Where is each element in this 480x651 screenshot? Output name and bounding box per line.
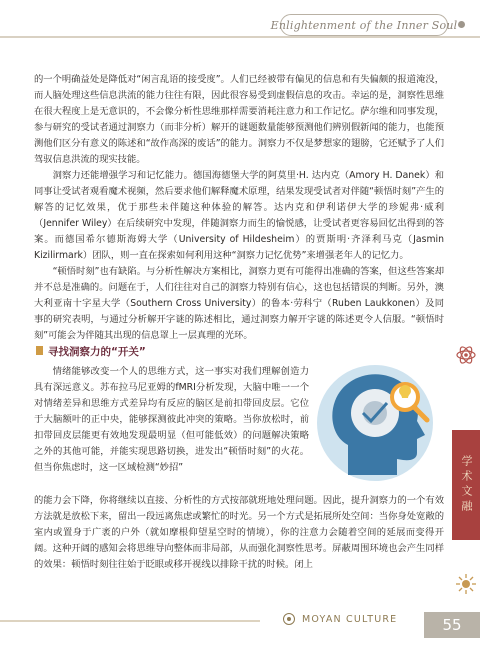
head-insight-illustration — [313, 357, 443, 485]
header-divider — [0, 36, 480, 38]
header-title: Enlightenment of the Inner Soul — [270, 18, 458, 32]
paragraph-1: 的一个明确益处是降低对“闲言乱语的接受度”。人们已经被带有偏见的信息和有失偏颇的报道淹没，而人脑处理这些信息洪流的能力往往有限，因此很容易受到虚假信息的攻击。幸运的是，洞察性思维在很大程度上是无意识的，不会像分析性思维那样需要消耗注意力和工作记忆。萨尔维和同事发现，参与研究的受试者通过洞察力（而非分析）解开的谜题数量能够预测他们辨别假新闻的能力，也能预测他们区分有意义的陈述和“故作高深的废话”的能力。洞察力不仅是梦想家的翅膀，它还赋予了人们驾驭信息洪流的现实技能。 — [34, 74, 444, 165]
footer-brand-text: MOYAN CULTURE — [302, 613, 398, 625]
footer-brand — [282, 612, 397, 626]
sun-icon — [455, 573, 477, 595]
footer-divider — [0, 620, 260, 622]
article-body — [34, 72, 444, 344]
paragraph-3: “顿悟时刻”也有缺陷。与分析性解决方案相比，洞察力更有可能得出准确的答案，但这些答案却并不总是准确的。问题在于，人们往往对自己的洞察力特别有信心，这也包括错误的判断。另外，澳大利亚南十字星大学（Southern Cross University）的鲁本·劳科宁（Ruben Laukkonen）及同事的研究表明，与通过分析解开字谜的陈述相比，通过洞察力解开字谜的陈述更令人信服。“顿悟时刻”可能会为伴随其出现的信息罩上一层真理的光环。 — [34, 266, 444, 341]
brand-logo-icon — [282, 612, 296, 626]
page-number-box — [424, 612, 480, 638]
header-dot-icon — [458, 21, 465, 28]
paragraph-2: 洞察力还能增强学习和记忆能力。德国海德堡大学的阿莫里·H. 达内克（Amory H. Danek）和同事让受试者观看魔术视频，然后要求他们解释魔术原理，结果发现受试者对伴随“顿悟时刻”产生的解答的记忆效果，优于那些未伴随这种体验的解答。达内克和伊利诺伊大学的珍妮弗·威利（Jennifer Wiley）在后续研究中发现，伴随洞察力而生的愉悦感，让受试者更容易回忆出得到的答案。而德国希尔德斯海姆大学（University of Hildesheim）的贾斯明·齐泽利马克（Jasmin Kizilirmark）团队，则一直在探索如何利用这种“洞察力记忆优势”来增强老年人的记忆力。 — [34, 170, 444, 261]
header-title-tag — [270, 14, 458, 36]
section-side-tab — [452, 430, 480, 540]
side-tab-label: 学术文融 — [460, 455, 473, 515]
atom-icon — [455, 344, 477, 366]
section-paragraph-block — [34, 364, 309, 476]
section-heading: 寻找洞察力的“开关” — [48, 346, 146, 358]
tail-paragraph-block — [34, 493, 444, 573]
section-paragraph: 情绪能够改变一个人的思维方式，这一事实对我们理解创造力具有深远意义。苏布拉马尼亚姆的fMRI分析发现，大脑中唯一一个对情绪差异和思维方式差异均有反应的脑区是前扣带回皮层。它位于大脑额叶的正中央，能够探测彼此冲突的策略。当你放松时，前扣带回皮层能更有效地发现最明显（但可能低效）的问题解决策略之外的其他可能，并能实现思路切换，进发出“顿悟时刻”的火花。但当你焦虑时，这一区域检测“妙招” — [34, 366, 309, 473]
tail-paragraph: 的能力会下降，你将继续以直接、分析性的方式按部就班地处理问题。因此，提升洞察力的一个有效方法就是放松下来，留出一段远离焦虑或繁忙的时光。另一个方式是拓展所处空间：当你身处宽敞的室内或置身于广袤的户外（就如摩根仰望星空时的情境），你的注意力会随着空间的延展而变得开阔。这种开阔的感知会将思维导向整体而非局部，从而强化洞察性思考。屏蔽周围环境也会产生同样的效果：顿悟时刻往往始于眨眼或移开视线以排除干扰的时候。闭上 — [34, 495, 444, 570]
section-bullet-icon — [36, 346, 43, 355]
brain-core-shape — [363, 401, 387, 425]
page-number: 55 — [442, 616, 462, 634]
